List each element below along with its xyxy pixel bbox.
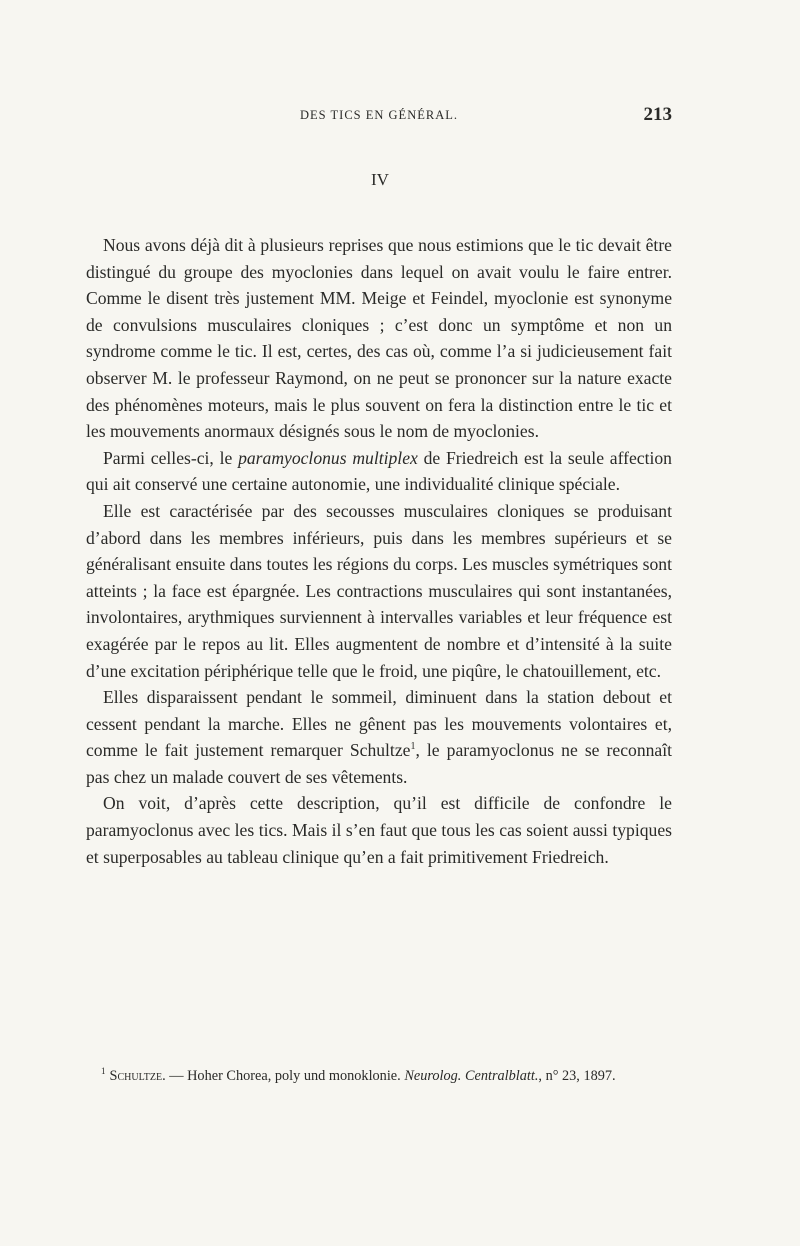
paragraph-3: Elle est caractérisée par des secousses musculaires cloniques se produisant d’abord dans les membres inférieurs, puis dans les membres supérieurs et se généralisant ensuite dans toutes les régions du corps. Les muscles symétriques sont atteints ; la face est épargnée. Les contractions musculaires qui sont instantanées, involontaires, arythmiques surviennent à intervalles variables et leur fréquence est exagérée par le repos au lit. Elles augmentent de nombre et d’intensité à la suite d’une excitation périphérique telle que le froid, une piqûre, le chatouillement, etc. (86, 500, 672, 681)
paragraph-5: On voit, d’après cette description, qu’il est difficile de confondre le paramyoclonus avec les tics. Mais il s’en faut que tous les cas soient aussi typiques et superposables au tableau clinique qu’en a fait primitivement Friedreich. (86, 793, 672, 867)
paragraph-2-after: de Friedreich est la seule affection qui ait conservé une certaine autonomie, une individualité clinique spéciale. (86, 447, 672, 495)
running-head (86, 104, 672, 128)
page-number: 213 (643, 104, 672, 125)
paragraph-4-after: , le paramyoclonus ne se reconnaît pas chez un malade couvert de ses vêtements. (86, 740, 672, 787)
paragraph-1: Nous avons déjà dit à plusieurs reprises que nous estimions que le tic devait être distingué du groupe des myoclonies dans lequel on avait voulu le faire entrer. Comme le disent très justement MM. Meige et Feindel, myoclonie est synonyme de convulsions musculaires cloniques ; c’est donc un symptôme et non un syndrome comme le tic. Il est, certes, des cas où, comme l’a si judicieusement fait observer M. le professeur Raymond, on ne peut se prononcer sur la nature exacte des phénomènes moteurs, mais le plus souvent on fera la distinction entre le tic et les mouvements anormaux désignés sous le nom de myoclonies. (86, 235, 672, 442)
footnote-tail: , n° 23, 1897. (538, 1068, 616, 1084)
footnote-text: — Hoher Chorea, poly und monoklonie. (165, 1068, 405, 1084)
section-heading: IV (371, 170, 389, 189)
paramyoclonus-italic: paramyoclonus multiplex (238, 447, 418, 468)
footnote-reference: 1 (410, 741, 416, 753)
footnote (86, 1066, 672, 1087)
body-text (86, 232, 672, 870)
footnote-journal: Neurolog. Centralblatt. (404, 1068, 539, 1084)
paragraph-2-before: Parmi celles-ci, le (103, 447, 239, 468)
paragraph-4-before: Elles disparaissent pendant le sommeil, diminuent dans la station debout et cessent pendant la marche. Elles ne gênent pas les mouvements volontaires et, comme le fait justement remarquer Schultze (86, 687, 672, 761)
footnote-author: Schultze. (109, 1068, 166, 1084)
paragraph-4 (86, 684, 672, 790)
paragraph-2 (86, 445, 672, 498)
running-title: DES TICS EN GÉNÉRAL. (300, 108, 458, 122)
footnote-marker: 1 (101, 1066, 106, 1077)
